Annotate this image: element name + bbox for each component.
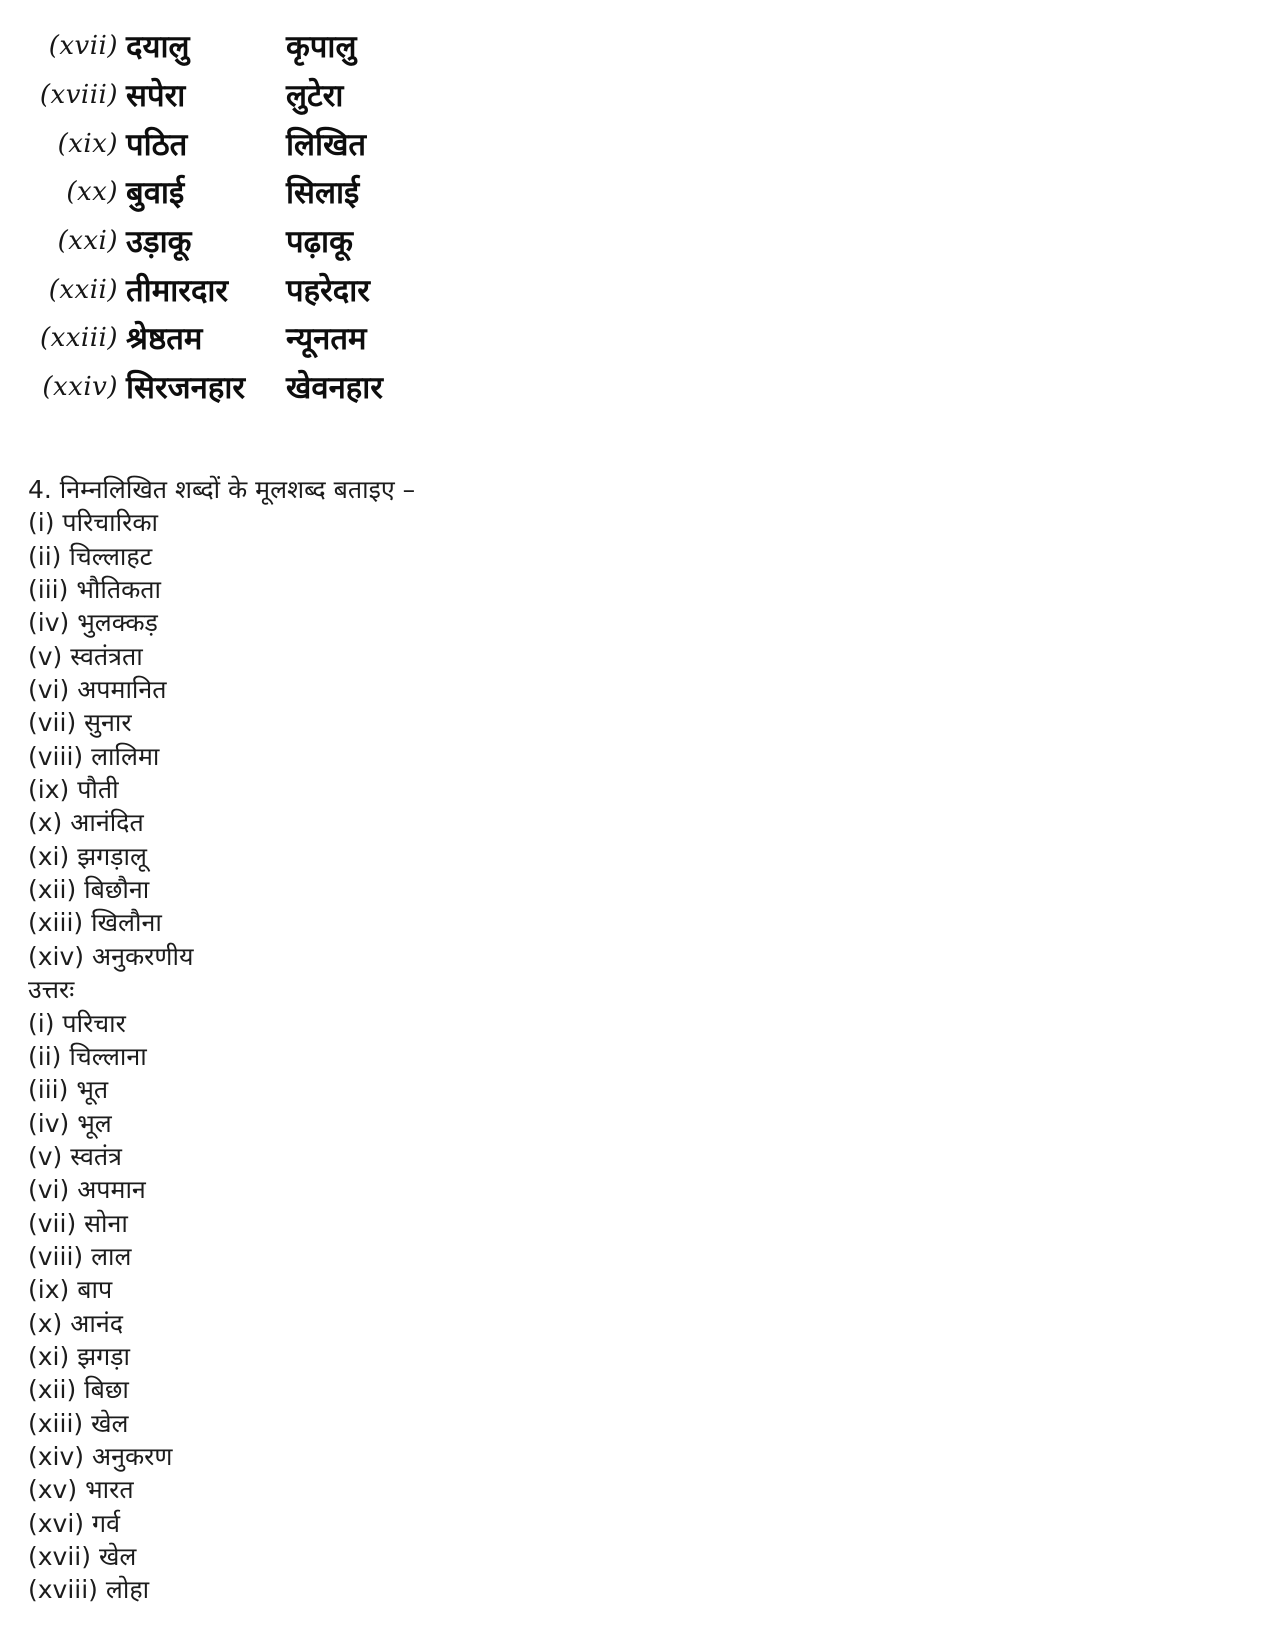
- answer-item: [28, 1173, 415, 1206]
- question-item: [28, 573, 415, 606]
- answer-item: [28, 1407, 415, 1440]
- pair-second-word: पहरेदार: [286, 272, 370, 309]
- answer-item: [28, 1140, 415, 1173]
- answer-item-index: (xvii): [28, 1542, 91, 1571]
- question-item-word: भुलक्कड़: [77, 608, 158, 638]
- word-pair-row: [0, 119, 383, 168]
- pair-first-word: दयालु: [126, 29, 190, 66]
- pair-first-word: बुवाई: [126, 175, 185, 212]
- answer-item-word: बाप: [77, 1275, 113, 1305]
- word-pair-row: [0, 71, 383, 120]
- question-item-word: चिल्लाहट: [69, 541, 153, 571]
- question-item-index: (v): [28, 641, 63, 671]
- question-item-index: (iii): [28, 575, 69, 605]
- answer-item-word: सोना: [84, 1208, 128, 1238]
- pair-second-word: पढ़ाकू: [286, 224, 353, 261]
- question-item-word: बिछौना: [84, 875, 150, 905]
- pair-second-word: लिखित: [286, 126, 367, 163]
- pair-second-word: न्यूनतम: [286, 321, 367, 358]
- question-item-word: लालिमा: [91, 741, 160, 771]
- question-item-index: (x): [28, 808, 63, 838]
- answer-item-index: (xv): [28, 1475, 78, 1505]
- pair-index-numeral: (xx): [66, 177, 118, 208]
- question-item: [28, 906, 415, 939]
- pair-first-word: सिरजनहार: [126, 370, 246, 407]
- question-item: [28, 706, 415, 739]
- question-item-index: (ix): [28, 775, 70, 805]
- word-pair-row: [0, 265, 383, 314]
- answer-item-word: स्वतंत्र: [70, 1141, 122, 1171]
- answer-item-index: (xii): [28, 1375, 77, 1405]
- pair-index-numeral: (xxi): [57, 226, 118, 257]
- question-item: [28, 506, 415, 539]
- question-item: [28, 840, 415, 873]
- answer-item-word: लोहा: [105, 1575, 150, 1605]
- answer-item-index: (ix): [28, 1275, 70, 1305]
- pair-index-numeral: (xxii): [48, 274, 118, 305]
- answer-item-word: गर्व: [92, 1508, 120, 1538]
- answer-item-index: (vii): [28, 1208, 77, 1238]
- answer-item-index: (xiii): [28, 1408, 84, 1438]
- answer-item-index: (x): [28, 1308, 63, 1338]
- answer-item: [28, 1073, 415, 1106]
- word-pair-row: [0, 314, 383, 363]
- question-item: [28, 740, 415, 773]
- question-item-index: (xiii): [28, 908, 84, 938]
- question-item-index: (ii): [28, 541, 62, 571]
- pair-index-numeral: (xviii): [39, 80, 118, 111]
- question-item: [28, 940, 415, 973]
- question-item: [28, 673, 415, 706]
- answer-item: [28, 1307, 415, 1340]
- answer-item-index: (iii): [28, 1075, 69, 1105]
- question-item-word: परिचारिका: [62, 508, 159, 538]
- answer-item-word: खेल: [91, 1408, 129, 1438]
- answer-item: [28, 1040, 415, 1073]
- answer-item-word: आनंद: [70, 1308, 123, 1338]
- answer-item-word: भूत: [76, 1075, 109, 1105]
- question-item-index: (vii): [28, 708, 77, 738]
- answer-item-word: झगड़ा: [77, 1341, 131, 1371]
- question-item-word: भौतिकता: [76, 575, 162, 605]
- question-item-word: आनंदित: [70, 808, 144, 838]
- word-pair-row: [0, 22, 383, 71]
- answer-item: [28, 1373, 415, 1406]
- question-item-index: (xii): [28, 875, 77, 905]
- question-item: [28, 806, 415, 839]
- answer-item-index: (ii): [28, 1041, 62, 1071]
- pair-first-word: सपेरा: [126, 78, 186, 115]
- pair-second-word: लुटेरा: [286, 78, 344, 115]
- pair-second-word: कृपालु: [286, 29, 357, 66]
- question-item: [28, 640, 415, 673]
- answer-item: [28, 1473, 415, 1506]
- word-pair-row: [0, 363, 383, 412]
- answer-item-index: (xi): [28, 1341, 70, 1371]
- pair-first-word: श्रेष्ठतम: [126, 321, 203, 358]
- question-item-index: (xi): [28, 841, 70, 871]
- word-pairs-list: [0, 22, 383, 412]
- pair-first-word: पठित: [126, 126, 188, 163]
- question-item: [28, 873, 415, 906]
- answer-item-word: चिल्लाना: [69, 1041, 147, 1071]
- answer-item-word: भारत: [85, 1475, 134, 1505]
- answer-item-index: (v): [28, 1141, 63, 1171]
- answer-item-word: खेल: [98, 1542, 137, 1571]
- answer-item-word: बिछा: [84, 1375, 129, 1405]
- answer-item-word: लाल: [91, 1241, 132, 1271]
- answer-item: [28, 1507, 415, 1540]
- word-pair-row: [0, 217, 383, 266]
- answer-item-index: (viii): [28, 1241, 84, 1271]
- pair-index-numeral: (xxiv): [42, 372, 118, 403]
- pair-index-numeral: (xix): [57, 128, 118, 159]
- question-item-word: स्वतंत्रता: [70, 641, 143, 671]
- answer-item-index: (xiv): [28, 1441, 85, 1471]
- question-item-word: पौती: [77, 775, 119, 805]
- answer-item: [28, 1273, 415, 1306]
- question-item-word: अपमानित: [77, 675, 167, 705]
- pair-index-numeral: (xxiii): [39, 323, 118, 354]
- answer-item: [28, 1240, 415, 1273]
- question-item-index: (vi): [28, 675, 70, 705]
- answer-items: [28, 1007, 415, 1607]
- question-item-word: खिलौना: [91, 908, 162, 938]
- question-item-index: (viii): [28, 741, 84, 771]
- answer-item: [28, 1540, 415, 1573]
- answer-item: [28, 1207, 415, 1240]
- answer-item-word: भूल: [77, 1108, 112, 1138]
- question-item-index: (xiv): [28, 941, 85, 971]
- question-answer-block: [28, 473, 415, 1607]
- answer-item-index: (xviii): [28, 1575, 98, 1605]
- answer-item-index: (vi): [28, 1175, 70, 1205]
- question-item: [28, 773, 415, 806]
- question-item-word: अनुकरणीय: [92, 941, 194, 971]
- question-heading: 4. निम्नलिखित शब्दों के मूलशब्द बताइए –: [28, 475, 416, 504]
- pair-second-word: सिलाई: [286, 175, 360, 212]
- answer-item: [28, 1107, 415, 1140]
- answer-item: [28, 1440, 415, 1473]
- pair-index-numeral: (xvii): [48, 31, 118, 62]
- answer-item-index: (iv): [28, 1108, 70, 1138]
- answer-item-index: (xvi): [28, 1508, 85, 1538]
- pair-first-word: तीमारदार: [126, 272, 229, 309]
- question-items: [28, 506, 415, 973]
- answer-item-word: अपमान: [77, 1175, 146, 1205]
- question-item: [28, 540, 415, 573]
- answer-item: [28, 1573, 415, 1606]
- question-item-word: झगड़ालू: [77, 841, 147, 871]
- answer-item: [28, 1007, 415, 1040]
- answer-item-word: अनुकरण: [92, 1441, 173, 1471]
- pair-second-word: खेवनहार: [286, 370, 383, 407]
- answer-item: [28, 1340, 415, 1373]
- word-pair-row: [0, 168, 383, 217]
- pair-first-word: उड़ाकू: [126, 224, 192, 261]
- answer-item-index: (i): [28, 1008, 55, 1038]
- answer-heading: उत्तरः: [28, 975, 75, 1005]
- question-item: [28, 606, 415, 639]
- question-item-index: (iv): [28, 608, 70, 638]
- question-item-word: सुनार: [84, 708, 132, 738]
- question-item-index: (i): [28, 508, 55, 538]
- answer-item-word: परिचार: [62, 1008, 126, 1038]
